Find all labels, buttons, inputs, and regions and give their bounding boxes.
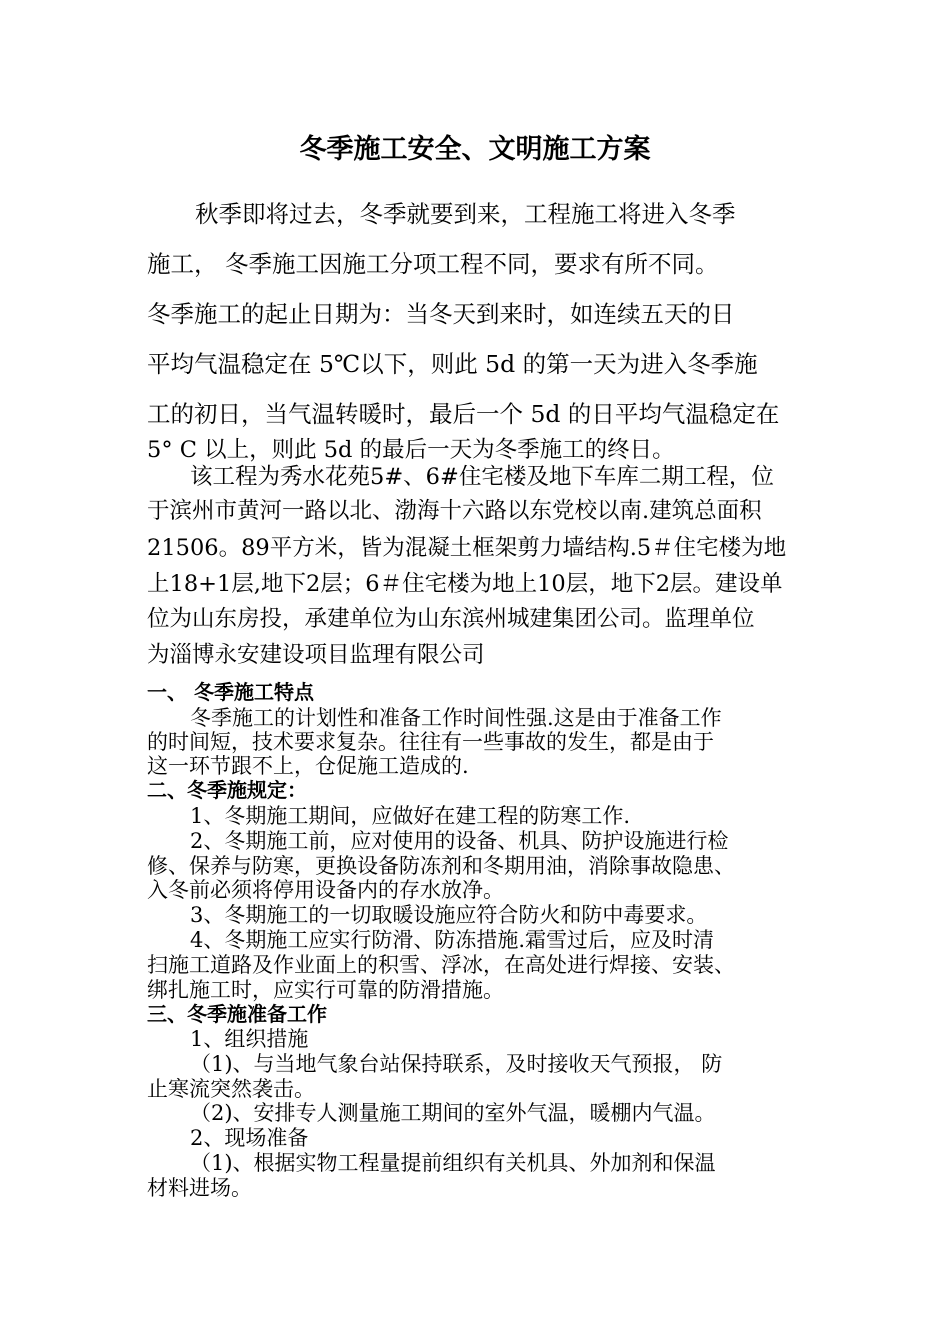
project-line: 为淄博永安建设项目监理有限公司 (147, 642, 485, 668)
section-heading: 三、冬季施准备工作 (147, 1002, 327, 1026)
section-line: 的时间短，技术要求复杂。往往有一些事故的发生，都是由于 (147, 730, 714, 754)
section-line: 扫施工道路及作业面上的积雪、浮冰，在高处进行焊接、安装、 (147, 953, 735, 977)
project-line: 位为山东房投，承建单位为山东滨州城建集团公司。监理单位 (147, 606, 755, 632)
section-line: 修、保养与防寒，更换设备防冻剂和冬期用油，消除事故隐患、 (147, 854, 735, 878)
intro-line: 工的初日，当气温转暖时，最后一个 5d 的日平均气温稳定在 (147, 400, 780, 428)
section-line: 材料进场。 (147, 1176, 252, 1200)
intro-line: 秋季即将过去，冬季就要到来，工程施工将进入冬季 (195, 200, 736, 228)
section-heading: 一、 冬季施工特点 (147, 680, 314, 704)
section-line: 2、现场准备 (190, 1126, 309, 1150)
section-line: （2)、安排专人测量施工期间的室外气温，暖棚内气温。 (190, 1101, 716, 1125)
project-line: 该工程为秀水花苑5#、6#住宅楼及地下车库二期工程，位 (190, 464, 774, 490)
section-line: 绑扎施工时，应实行可靠的防滑措施。 (147, 978, 504, 1002)
project-line: 21506。89平方米，皆为混凝土框架剪力墙结构.5＃住宅楼为地 (147, 535, 787, 561)
intro-line: 施工， 冬季施工因施工分项工程不同，要求有所不同。 (147, 250, 719, 278)
section-line: 1、组织措施 (190, 1027, 309, 1051)
section-line: （1)、根据实物工程量提前组织有关机具、外加剂和保温 (190, 1151, 716, 1175)
project-line: 于滨州市黄河一路以北、渤海十六路以东党校以南.建筑总面积 (147, 498, 762, 524)
section-heading: 二、冬季施规定： (147, 778, 307, 802)
intro-line: 冬季施工的起止日期为：当冬天到来时，如连续五天的日 (147, 300, 735, 328)
document-title: 冬季施工安全、文明施工方案 (299, 134, 651, 165)
section-line: 冬季施工的计划性和准备工作时间性强.这是由于准备工作 (190, 706, 722, 730)
section-line: 3、冬期施工的一切取暖设施应符合防火和防中毒要求。 (190, 903, 708, 927)
section-line: 这一环节跟不上，仓促施工造成的. (147, 754, 469, 778)
intro-line: 5° C 以上，则此 5d 的最后一天为冬季施工的终日。 (147, 437, 675, 463)
section-line: 1、冬期施工期间，应做好在建工程的防寒工作. (190, 804, 631, 828)
intro-line: 平均气温稳定在 5℃以下，则此 5d 的第一天为进入冬季施 (147, 350, 758, 378)
section-line: 止寒流突然袭击。 (147, 1077, 315, 1101)
section-line: 2、冬期施工前，应对使用的设备、机具、防护设施进行检 (190, 829, 729, 853)
section-line: （1)、与当地气象台站保持联系，及时接收天气预报， 防 (190, 1052, 723, 1076)
section-line: 4、冬期施工应实行防滑、防冻措施.霜雪过后，应及时清 (190, 928, 715, 952)
section-line: 入冬前必须将停用设备内的存水放净。 (147, 878, 504, 902)
project-line: 上18+1层,地下2层；6＃住宅楼为地上10层，地下2层。建设单 (147, 571, 783, 597)
